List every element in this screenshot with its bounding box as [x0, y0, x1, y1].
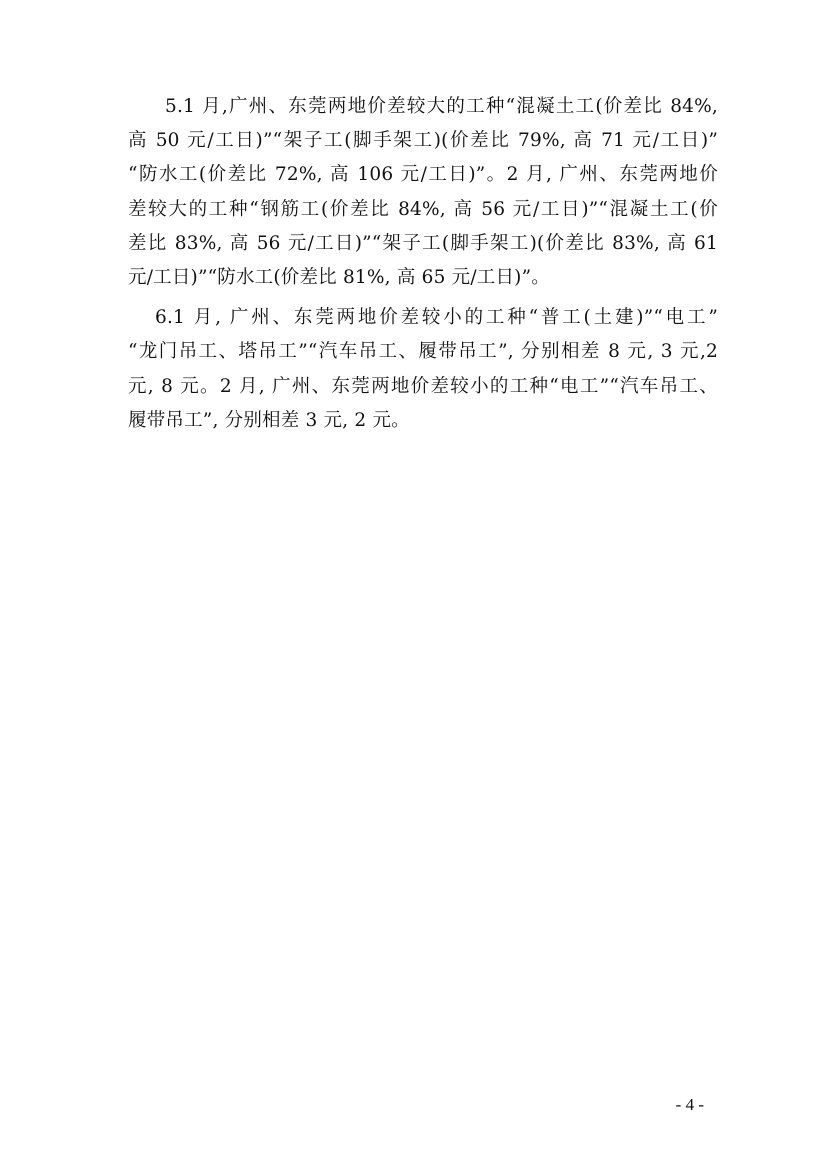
paragraph-line: 元, 8 元。2 月, 广州、东莞两地价差较小的工种“电工”“汽车吊工、 — [128, 375, 718, 397]
paragraph-line: “龙门吊工、塔吊工”“汽车吊工、履带吊工”, 分别相差 8 元, 3 元,2 — [128, 341, 718, 363]
paragraph-line: 差比 83%, 高 56 元/工日)”“架子工(脚手架工)(价差比 83%, 高 61 — [128, 232, 718, 254]
paragraph-line: 6.1 月, 广州、东莞两地价差较小的工种“普工(土建)”“电工” — [155, 307, 718, 329]
paragraph-line: 差较大的工种“钢筋工(价差比 84%, 高 56 元/工日)”“混凝土工(价 — [128, 198, 718, 220]
paragraph-5 — [128, 90, 718, 295]
document-body — [128, 90, 718, 444]
paragraph-line: “防水工(价差比 72%, 高 106 元/工日)”。2 月, 广州、东莞两地价 — [128, 164, 718, 186]
paragraph-6 — [128, 301, 718, 438]
paragraph-line: 5.1 月,广州、东莞两地价差较大的工种“混凝土工(价差比 84%, — [165, 96, 718, 117]
page-number: - 4 - — [675, 1095, 704, 1114]
paragraph-line: 履带吊工”, 分别相差 3 元, 2 元。 — [128, 409, 410, 431]
paragraph-line: 高 50 元/工日)”“架子工(脚手架工)(价差比 79%, 高 71 元/工日)” — [128, 130, 718, 152]
paragraph-line: 元/工日)”“防水工(价差比 81%, 高 65 元/工日)”。 — [128, 266, 550, 288]
